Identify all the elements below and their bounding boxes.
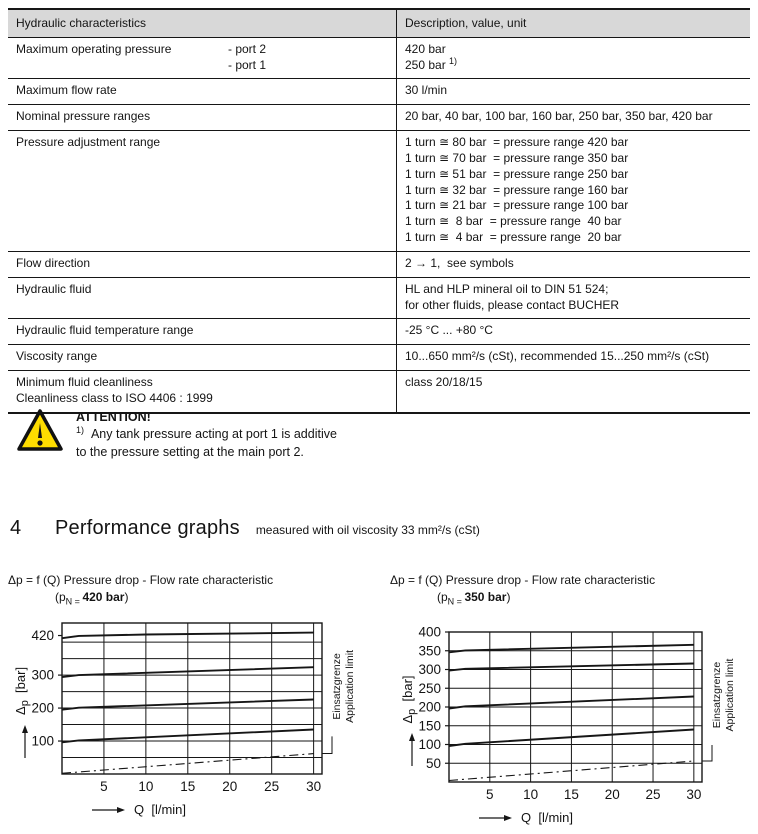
- chart-title-350: [390, 572, 655, 606]
- table-header-characteristics: Hydraulic characteristics: [8, 9, 397, 37]
- svg-text:420: 420: [31, 628, 54, 644]
- row-label: Flow direction: [8, 251, 397, 277]
- svg-text:Application limit: Application limit: [344, 649, 356, 723]
- row-value: [397, 79, 751, 105]
- svg-text:10: 10: [523, 787, 539, 802]
- attention-note: [16, 408, 337, 461]
- svg-text:250: 250: [418, 680, 441, 696]
- chart-title-420: [8, 572, 273, 606]
- svg-text:10: 10: [138, 779, 154, 794]
- row-value: [397, 251, 751, 277]
- attention-line2: to the pressure setting at the main port 2.: [76, 444, 304, 459]
- row-value: [397, 345, 751, 371]
- performance-chart-420-svg: [8, 618, 378, 834]
- svg-text:300: 300: [31, 667, 54, 683]
- table-header-row: [8, 9, 750, 37]
- row-value: [397, 37, 751, 79]
- row-label: Hydraulic fluid: [8, 277, 397, 319]
- svg-text:15: 15: [180, 779, 196, 794]
- row-value: [397, 277, 751, 319]
- table-row: [8, 79, 750, 105]
- row-label-sublines: - port 2 - port 1: [228, 41, 267, 72]
- section-subtitle: measured with oil viscosity 33 mm²/s (cSt): [255, 523, 480, 537]
- svg-text:Application limit: Application limit: [724, 658, 736, 732]
- value-line: 20 bar, 40 bar, 100 bar, 160 bar, 250 bar, 350 bar, 420 bar: [405, 109, 713, 124]
- value-line: 30 l/min: [405, 83, 448, 98]
- performance-chart-350: [388, 618, 758, 834]
- row-label: Pressure adjustment range: [8, 131, 397, 252]
- svg-text:Q [l/min]: Q [l/min]: [521, 810, 574, 825]
- section-number: 4: [10, 517, 22, 539]
- value-line: for other fluids, please contact BUCHER: [405, 297, 620, 312]
- svg-text:Einsatzgrenze: Einsatzgrenze: [331, 653, 343, 720]
- value-line: 250 bar $^{1)}$: [405, 55, 458, 72]
- value-line: class 20/18/15: [405, 375, 483, 390]
- value-line: HL and HLP mineral oil to DIN 51 524;: [405, 281, 609, 296]
- row-label: Maximum flow rate: [8, 79, 397, 105]
- value-line: 1 turn ≅ 8 bar = pressure range 40 bar: [405, 214, 622, 229]
- value-line: 1 turn ≅ 32 bar = pressure range 160 bar: [405, 182, 629, 197]
- chart-title-line1: Δp = f (Q) Pressure drop - Flow rate characteristic: [8, 573, 274, 587]
- row-value: [397, 131, 751, 252]
- svg-text:200: 200: [418, 699, 441, 715]
- attention-title: ATTENTION!: [76, 410, 151, 424]
- value-line: 420 bar: [405, 41, 446, 56]
- value-line: 1 turn ≅ 51 bar = pressure range 250 bar: [405, 166, 629, 181]
- table-row: [8, 251, 750, 277]
- section-heading: [10, 517, 480, 540]
- svg-text:Einsatzgrenze: Einsatzgrenze: [711, 661, 723, 729]
- svg-text:100: 100: [418, 737, 441, 752]
- section-title: Performance graphs: [55, 517, 240, 539]
- table-header-description: Description, value, unit: [397, 9, 751, 37]
- svg-text:Q [l/min]: Q [l/min]: [134, 802, 187, 817]
- value-line: 10...650 mm²/s (cSt), recommended 15...250 mm²/s (cSt): [405, 349, 710, 364]
- svg-text:50: 50: [425, 755, 441, 771]
- svg-text:5: 5: [486, 787, 494, 802]
- performance-chart-350-svg: [388, 618, 758, 834]
- warning-triangle-icon: [16, 408, 64, 453]
- svg-text:350: 350: [418, 643, 441, 659]
- svg-text:200: 200: [31, 700, 54, 716]
- svg-text:25: 25: [264, 779, 280, 794]
- svg-text:20: 20: [604, 787, 620, 802]
- chart-title-line2: ($p_{N =}$ 350 bar): [437, 589, 511, 607]
- table-row: [8, 277, 750, 319]
- row-label: [8, 37, 397, 79]
- value-line: 1 turn ≅ 80 bar = pressure range 420 bar: [405, 135, 629, 150]
- row-label-line2: Cleanliness class to ISO 4406 : 1999: [16, 390, 213, 405]
- performance-chart-420: [8, 618, 378, 834]
- row-label: Nominal pressure ranges: [8, 105, 397, 131]
- svg-text:20: 20: [222, 779, 238, 794]
- table-row: [8, 105, 750, 131]
- svg-text:25: 25: [645, 787, 661, 802]
- row-label: Hydraulic fluid temperature range: [8, 319, 397, 345]
- row-value: [397, 319, 751, 345]
- svg-text:300: 300: [418, 662, 441, 677]
- attention-line1: $^{1)}$ Any tank pressure acting at port 1 is additive: [76, 425, 337, 442]
- row-label: Viscosity range: [8, 345, 397, 371]
- svg-text:15: 15: [563, 787, 579, 802]
- row-label: Minimum fluid cleanliness Cleanliness class to ISO 4406 : 1999: [8, 371, 397, 413]
- row-value: [397, 105, 751, 131]
- table-row: [8, 319, 750, 345]
- row-value: [397, 371, 751, 413]
- table-row: [8, 131, 750, 252]
- row-label-text: Maximum operating pressure: [16, 41, 172, 56]
- value-line: 1 turn ≅ 21 bar = pressure range 100 bar: [405, 198, 629, 213]
- svg-text:30: 30: [306, 779, 322, 794]
- chart-title-line1: Δp = f (Q) Pressure drop - Flow rate characteristic: [390, 573, 656, 587]
- chart-title-line2: ($p_{N =}$ 420 bar): [55, 589, 129, 607]
- svg-text:150: 150: [418, 718, 441, 734]
- value-line: 1 turn ≅ 70 bar = pressure range 350 bar: [405, 150, 629, 165]
- svg-text:400: 400: [418, 624, 441, 640]
- svg-text:30: 30: [686, 787, 702, 802]
- value-line: 2 → 1, see symbols: [405, 255, 514, 270]
- table-row: [8, 37, 750, 79]
- value-line: 1 turn ≅ 4 bar = pressure range 20 bar: [405, 230, 622, 245]
- svg-text:Δp [bar]: $\Delta_p$ [bar]: [13, 666, 31, 715]
- table-row: [8, 371, 750, 413]
- hydraulic-characteristics-table: [8, 8, 750, 414]
- table-row: [8, 345, 750, 371]
- svg-text:Δp [bar]: $\Delta_p$ [bar]: [400, 675, 418, 724]
- svg-text:100: 100: [31, 733, 54, 749]
- value-line: -25 °C ... +80 °C: [405, 323, 493, 338]
- svg-text:5: 5: [100, 779, 108, 794]
